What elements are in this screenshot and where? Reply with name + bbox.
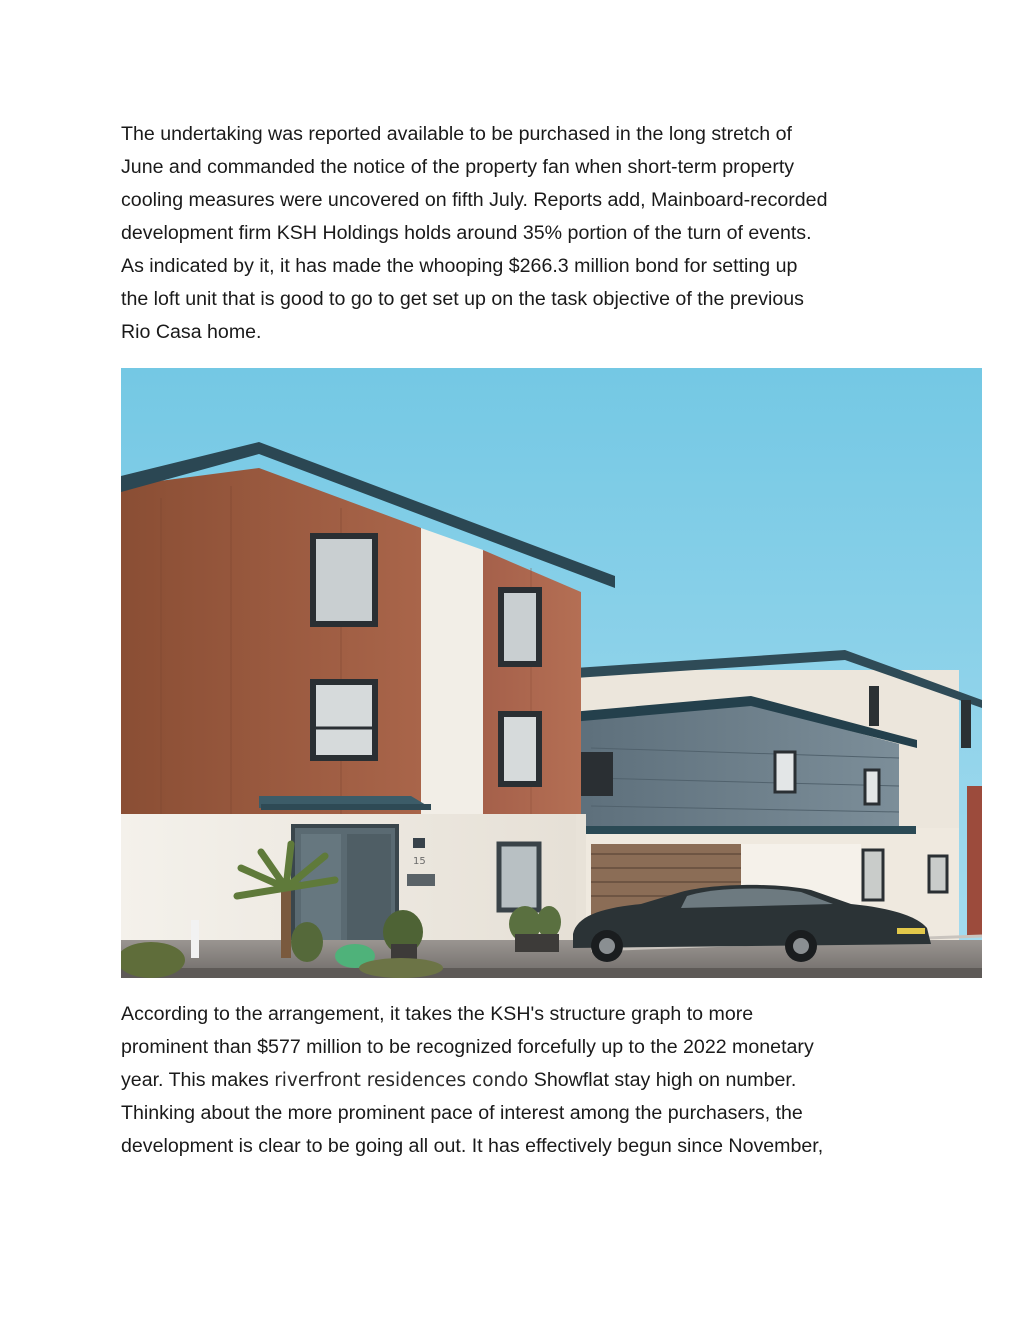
paragraph-line: As indicated by it, it has made the whooping $266.3 million bond for setting up	[121, 255, 798, 277]
paragraph-line	[121, 1064, 921, 1097]
paragraph-line: Thinking about the more prominent pace of interest among the purchasers, the	[121, 1102, 803, 1124]
paragraph-text: Showflat stay high on number.	[528, 1069, 797, 1091]
paragraph-line: According to the arrangement, it takes the KSH's structure graph to more	[121, 1003, 754, 1025]
riverfront-residences-link[interactable]: riverfront residences condo	[274, 1070, 529, 1091]
paragraph-line: development firm KSH Holdings holds around 35% portion of the turn of events.	[121, 222, 812, 244]
paragraph-line: The undertaking was reported available to be purchased in the long stretch of	[121, 123, 792, 145]
paragraph-line: the loft unit that is good to go to get set up on the task objective of the previous	[121, 288, 804, 310]
paragraph-line: cooling measures were uncovered on fifth July. Reports add, Mainboard-recorded	[121, 189, 828, 211]
paragraph-line: June and commanded the notice of the property fan when short-term property	[121, 156, 795, 178]
paragraph-line: Rio Casa home.	[121, 321, 262, 343]
paragraph-intro	[121, 118, 921, 349]
paragraph-text: year. This makes	[121, 1069, 275, 1091]
paragraph-line: development is clear to be going all out. It has effectively begun since November,	[121, 1135, 824, 1157]
paragraph-arrangement	[121, 998, 921, 1163]
paragraph-line: prominent than $577 million to be recognized forcefully up to the 2022 monetary	[121, 1036, 814, 1058]
house-photo	[121, 368, 982, 978]
house-number-text: 15	[413, 856, 426, 867]
